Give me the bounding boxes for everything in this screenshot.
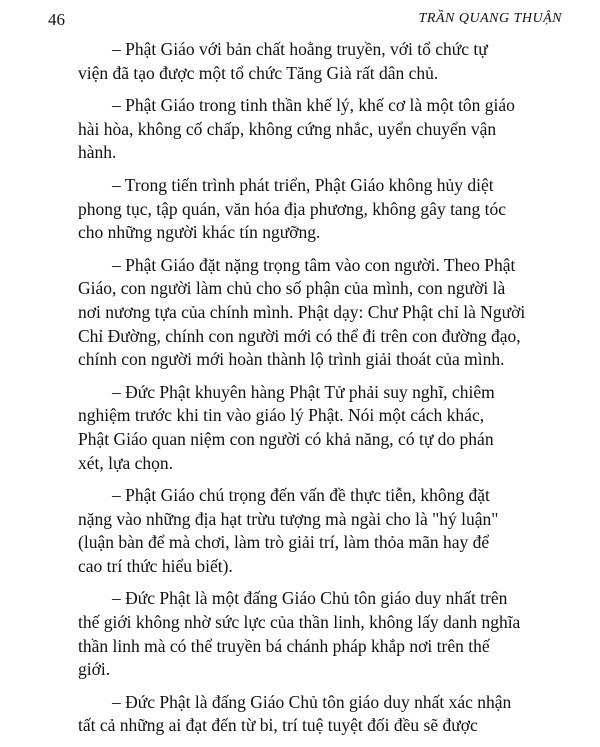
paragraph [78, 381, 560, 475]
text-line: – Phật Giáo với bản chất hoằng truyền, với tổ chức tự [112, 39, 488, 59]
paragraph [78, 174, 560, 245]
text-line: – Đức Phật là đấng Giáo Chủ tôn giáo duy nhất xác nhận [112, 691, 512, 712]
text-line: viện đã tạo được một tổ chức Tăng Già rất dân chủ. [78, 62, 439, 83]
text-line: – Đức Phật là một đấng Giáo Chủ tôn giáo duy nhất trên [112, 588, 508, 609]
text-line: thế giới không nhờ sức lực của thần linh, không lấy danh nghĩa [78, 612, 521, 633]
text-line: – Trong tiến trình phát triển, Phật Giáo không hủy diệt [112, 174, 494, 195]
text-line: nơi nương tựa của chính mình. Phật dạy: Chư Phật chỉ là Người [78, 301, 526, 322]
text-line: phong tục, tập quán, văn hóa địa phương, không gây tang tóc [78, 198, 506, 219]
page-number: 46 [48, 10, 65, 29]
body-text [78, 38, 560, 747]
text-line: – Phật Giáo trong tinh thần khế lý, khế cơ là một tôn giáo [112, 95, 515, 116]
text-line: giới. [78, 659, 111, 680]
running-head: TRẦN QUANG THUẬN [418, 11, 562, 26]
text-line: (luận bàn để mà chơi, làm trò giải trí, làm thỏa mãn hay để [78, 532, 490, 553]
text-line: nghiệm trước khi tin vào giáo lý Phật. Nói một cách khác, [78, 405, 485, 426]
text-line: – Phật Giáo đặt nặng trọng tâm vào con người. Theo Phật [112, 254, 516, 275]
paragraph [78, 484, 560, 578]
page-header [48, 10, 562, 32]
text-line: tất cả những ai đạt đến từ bi, trí tuệ tuyệt đối đều sẽ được [78, 715, 478, 736]
text-line: – Đức Phật khuyên hàng Phật Tử phải suy nghĩ, chiêm [112, 381, 495, 402]
text-line: – Phật Giáo chú trọng đến vấn đề thực tiễn, không đặt [112, 485, 490, 506]
text-line: xét, lựa chọn. [78, 452, 174, 473]
text-line: chính con người mới hoàn thành lộ trình giải thoát của mình. [78, 349, 505, 370]
text-line: Chỉ Đường, chính con người mới có thể đi trên con đường đạo, [78, 325, 521, 346]
paragraph [78, 691, 560, 738]
text-line: nặng vào những địa hạt trừu tượng mà ngài cho là "hý luận" [78, 508, 499, 529]
text-line: Giáo, con người làm chủ cho số phận của mình, con người là [78, 278, 506, 299]
paragraph [78, 254, 560, 372]
paragraph [78, 587, 560, 681]
paragraph [78, 38, 560, 85]
text-line: thần linh mà có thể truyền bá chánh pháp khắp nơi trên thế [78, 635, 490, 656]
paragraph [78, 94, 560, 165]
text-line: Phật Giáo quan niệm con người có khả năng, có tự do phán [78, 428, 494, 449]
text-line: hài hòa, không cố chấp, không cứng nhắc, uyển chuyển vận [78, 118, 497, 139]
text-line: cho những người khác tín ngưỡng. [78, 222, 321, 243]
text-line: cao trí thức hiểu biết). [78, 555, 233, 576]
text-line: hành. [78, 142, 117, 163]
